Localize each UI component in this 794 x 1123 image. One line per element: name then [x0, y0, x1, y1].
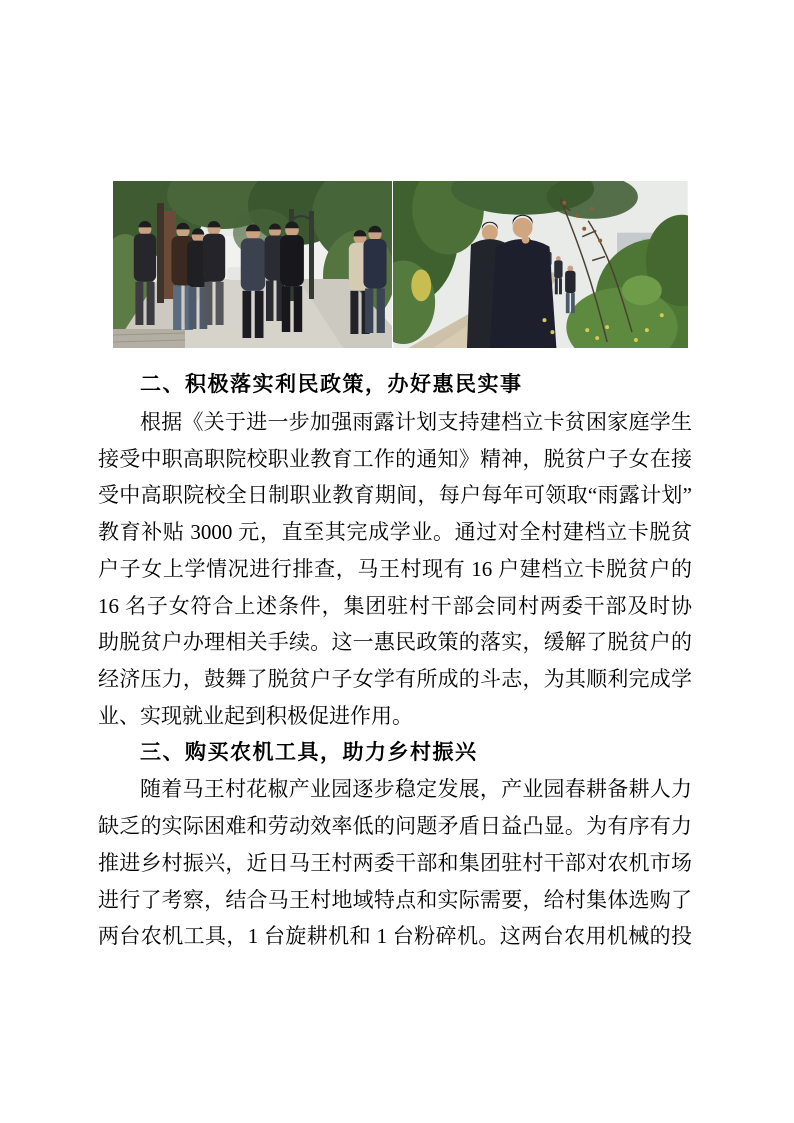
paragraph: [98, 771, 692, 955]
text-line: 缺乏的实际困难和劳动效率低的问题矛盾日益凸显。为有序有力: [98, 814, 692, 838]
section-heading: 三、购买农机工具，助力乡村振兴: [140, 740, 478, 764]
text-line: 户子女上学情况进行排查，马王村现有 16 户建档立卡脱贫户的: [98, 556, 692, 581]
text-line: 受中高职院校全日制职业教育期间，每户每年可领取“雨露计划”: [98, 483, 692, 508]
text-line: 进行了考察，结合马王村地域特点和实际需要，给村集体选购了: [98, 887, 692, 912]
text-line: 教育补贴 3000 元，直至其完成学业。通过对全村建档立卡脱贫: [98, 520, 692, 544]
text-line: 16 名子女符合上述条件，集团驻村干部会同村两委干部及时协: [98, 593, 692, 618]
photo-group-at-gate-illustration: [113, 181, 392, 348]
photo-group-at-gate: [113, 181, 392, 348]
photo-field-walk: [393, 181, 688, 348]
photo-field-walk-illustration: [393, 181, 688, 348]
brick-pavement: [113, 329, 185, 348]
document-body: [98, 367, 692, 955]
section-heading: 二、积极落实利民政策，办好惠民实事: [140, 373, 523, 396]
text-line: 业、实现就业起到积极促进作用。: [98, 703, 413, 728]
paragraph: [98, 404, 692, 735]
text-line: 随着马王村花椒产业园逐步稳定发展，产业园春耕备耕人力: [140, 777, 692, 802]
text-line: 两台农机工具，1 台旋耕机和 1 台粉碎机。这两台农用机械的投: [98, 924, 692, 949]
photo-row: [113, 181, 692, 348]
text-line: 推进乡村振兴，近日马王村两委干部和集团驻村干部对农机市场: [98, 850, 692, 875]
document-section-1: [98, 367, 692, 735]
text-line: 根据《关于进一步加强雨露计划支持建档立卡贫困家庭学生: [140, 409, 692, 434]
text-line: 接受中职高职院校职业教育工作的通知》精神，脱贫户子女在接: [98, 446, 692, 471]
text-line: 经济压力，鼓舞了脱贫户子女学有所成的斗志，为其顺利完成学: [98, 667, 692, 691]
document-section-2: [98, 735, 692, 956]
text-line: 助脱贫户办理相关手续。这一惠民政策的落实，缓解了脱贫户的: [98, 630, 692, 655]
